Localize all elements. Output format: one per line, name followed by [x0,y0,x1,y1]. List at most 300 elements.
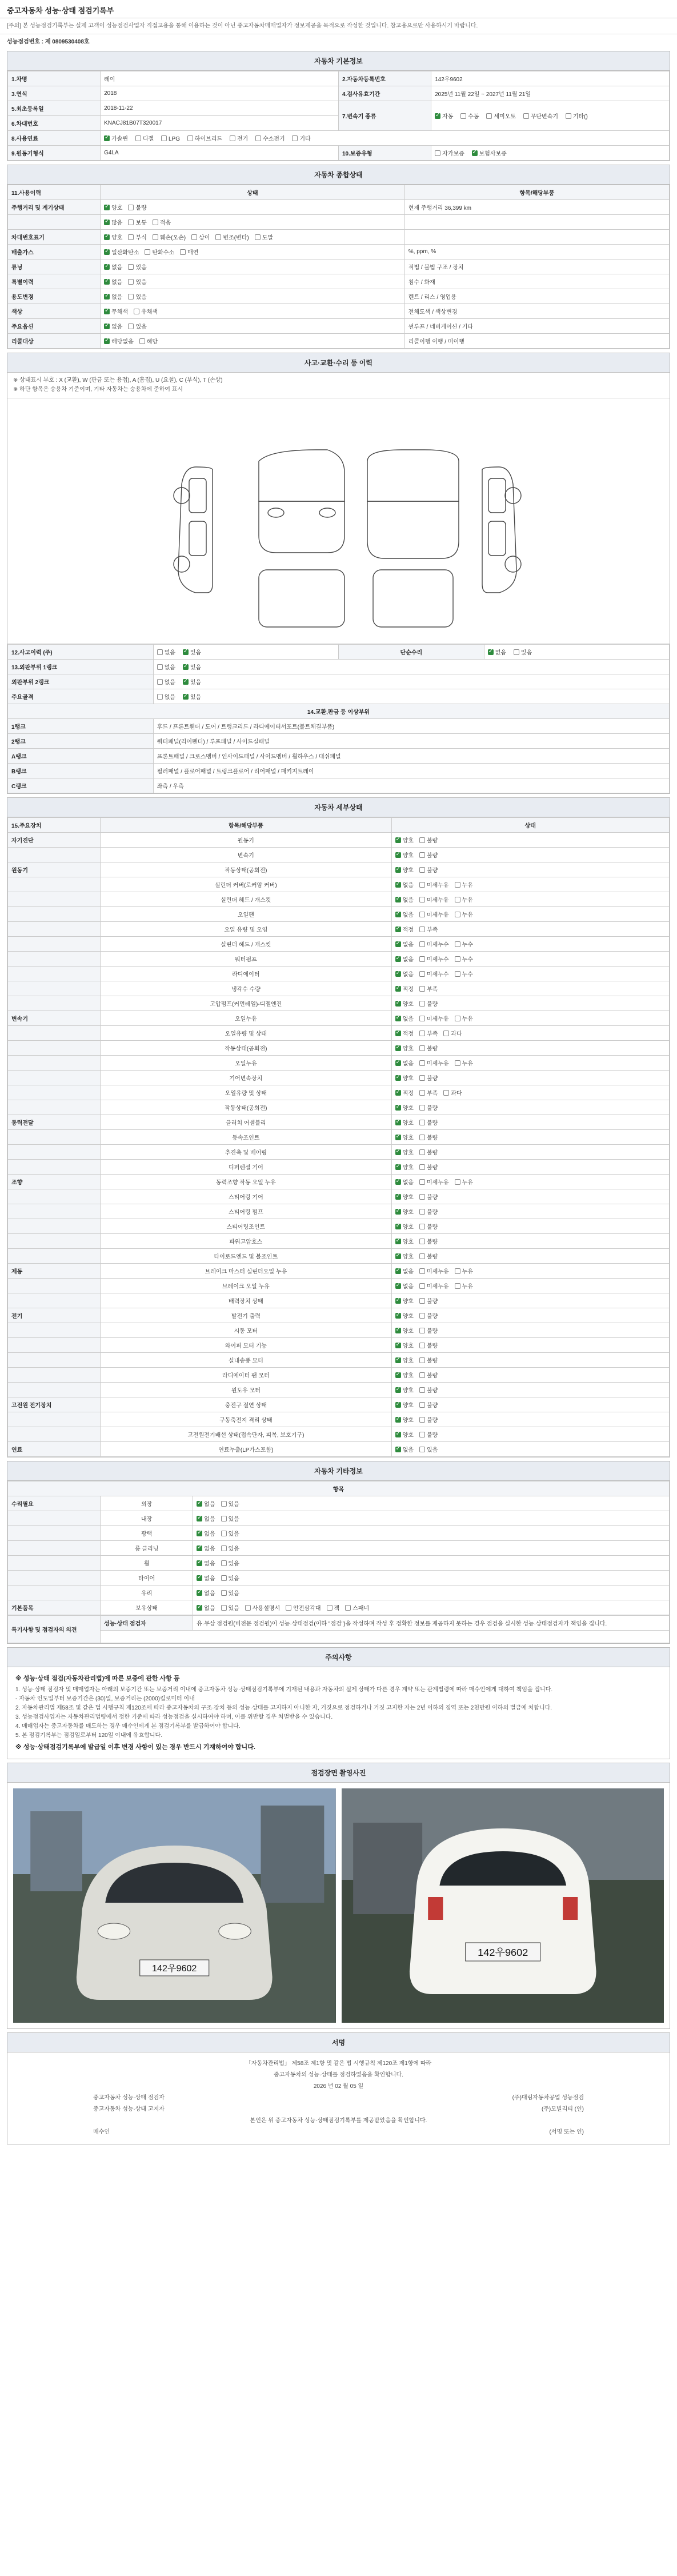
option-label: 불량 [426,1373,438,1379]
checkbox-icon [395,1016,401,1021]
detail-item: 오일누유 [101,1056,392,1071]
other-options [193,1600,670,1615]
checkbox-icon [419,926,425,932]
option-label: 적정 [402,1031,414,1037]
checkbox-icon [419,1357,425,1363]
detail-group [8,1412,101,1427]
option-label: 있음 [228,1576,239,1582]
detail-section [7,797,670,1457]
checkbox-icon [395,1298,401,1304]
detail-row [8,1085,670,1100]
label-fuel: 8.사용연료 [8,131,101,146]
general-row-note: 현재 주행거리 36,399 km [404,200,669,215]
rear-photo [342,1788,664,2023]
option-label: 안전삼각대 [293,1605,321,1612]
option-label: 불량 [426,1195,438,1201]
car-rear-photo-icon [342,1788,664,2023]
main-frame-label: 주요골격 [8,689,154,704]
checkbox-icon [395,1268,401,1274]
checkbox-icon [486,113,492,119]
option-label: 누유 [462,882,473,889]
basic-info-table [7,71,670,161]
checkbox-icon [419,1313,425,1319]
detail-options [391,1085,669,1100]
option-label: 없음 [111,265,123,271]
other-group [8,1541,101,1556]
detail-group [8,1383,101,1397]
option-label: 양호 [402,1105,414,1112]
other-row [8,1556,670,1571]
general-row-options [101,334,405,349]
outer-rank1-opts [153,660,669,674]
detail-options [391,937,669,952]
other-table [7,1481,670,1615]
checkbox-icon [419,1328,425,1333]
detail-item: 냉각수 수량 [101,981,392,996]
option-label: 불량 [426,1328,438,1335]
option-label: 없음 [204,1591,215,1597]
opt: 있음 [190,665,202,671]
detail-group [8,1100,101,1115]
other-item: 유리 [101,1585,193,1600]
detail-item: 동력조향 작동 오일 누유 [101,1175,392,1189]
option-label: 불량 [426,1209,438,1216]
option-label: 없음 [204,1605,215,1612]
car-front-photo-icon [13,1788,336,2023]
detail-item: 구동축전지 격리 상태 [101,1412,392,1427]
value-inspection-period: 2025년 11월 22일 ~ 2027년 11월 21일 [431,86,670,101]
checkbox-icon [183,694,189,700]
checkbox-icon [419,1417,425,1423]
other-item: 광택 [101,1526,193,1541]
detail-row [8,892,670,907]
option-label: 부족 [426,1031,438,1037]
detail-group: 제동 [8,1264,101,1279]
general-row-options [101,245,405,259]
opt: 없음 [164,650,176,656]
detail-group: 연료 [8,1442,101,1457]
checkbox-icon [419,1149,425,1155]
checkbox-icon [514,649,519,655]
checkbox-icon [455,1268,460,1274]
checkbox-icon [455,941,460,947]
warranty-opt: 자가보증 [442,151,464,157]
detail-group [8,1204,101,1219]
checkbox-icon [104,219,110,225]
option-label: 없음 [111,324,123,330]
checkbox-icon [455,1283,460,1289]
checkbox-icon [419,897,425,902]
part-rank: 2랭크 [8,734,154,749]
option-label: 없음 [204,1501,215,1508]
checkbox-icon [153,219,158,225]
checkbox-icon [104,309,110,314]
option-label: 없음 [204,1531,215,1537]
receiver-label: 매수인 [93,2129,110,2135]
checkbox-icon [455,912,460,917]
notes-head: 주의사항 [7,1648,670,1667]
checkbox-icon [139,338,145,344]
inspector-label: 중고자동차 성능·상태 점검자 [93,2095,165,2101]
option-label: 불량 [426,1432,438,1439]
option-label: 과다 [451,1031,462,1037]
notice-text: [주의] 본 성능점검기록부는 실제 고객이 성능점검사업자 직접고용을 통해 이용하는 것이 아닌 중고자동차매매업자가 정보제공을 목적으로 작성한 것입니다. 참고용으로만 사용하시기 바랍니다. [0,18,677,34]
checkbox-icon [395,1447,401,1452]
detail-item: 실린더 헤드 / 개스킷 [101,892,392,907]
trans-opt-semi: 세미오토 [494,114,516,120]
option-label: 양호 [402,1239,414,1245]
other-group [8,1571,101,1585]
option-label: 없음 [402,1269,414,1275]
general-row-label: 배출가스 [8,245,101,259]
detail-item: 스티어링 기어 [101,1189,392,1204]
outer-rank2-opts [153,674,669,689]
detail-group [8,1338,101,1353]
legend-line-2: ※ 하단 항목은 승용차 기준이며, 기타 자동차는 승용차에 준하여 표시 [13,386,183,393]
inspector-name: (주)대림자동차공업 성능점검 [512,2095,584,2101]
front-plate-text: 142우9602 [152,1963,197,1974]
option-label: 없음 [111,279,123,286]
option-label: 양호 [402,1076,414,1082]
sign-line-1: 「자동차관리법」 제58조 제1항 및 같은 법 시행규칙 제120조 제1항에 따라 [245,2060,432,2067]
notifier-label: 중고자동차 성능·상태 고지자 [93,2106,165,2112]
general-row-options [101,289,405,304]
checkbox-icon [135,135,141,141]
detail-options [391,1264,669,1279]
checkbox-icon [419,1031,425,1036]
checkbox-icon [197,1605,202,1611]
detail-group: 자기진단 [8,833,101,848]
checkbox-icon [104,205,110,210]
checkbox-icon [395,1283,401,1289]
detail-item: 오일유량 및 상태 [101,1026,392,1041]
checkbox-icon [221,1501,227,1507]
checkbox-icon [395,852,401,858]
option-label: 있음 [228,1516,239,1523]
general-row [8,215,670,230]
detail-group [8,967,101,981]
detail-item: 연료누출(LP가스포함) [101,1442,392,1457]
receiver-row [13,2127,664,2138]
detail-item: 라디에이터 팬 모터 [101,1368,392,1383]
checkbox-icon [419,1283,425,1289]
option-label: 양호 [402,853,414,859]
label-warranty: 10.보증유형 [338,146,431,161]
checkbox-icon [419,1016,425,1021]
checkbox-icon [104,249,110,255]
option-label: 불량 [426,1388,438,1394]
trans-opt-auto: 자동 [442,114,454,120]
checkbox-icon [419,1298,425,1304]
general-row [8,259,670,274]
option-label: 있음 [426,1447,438,1453]
option-label: 양호 [402,1313,414,1320]
option-label: 양호 [402,1150,414,1156]
detail-item: 윈도우 모터 [101,1383,392,1397]
option-label: 많음 [111,220,123,226]
checkbox-icon [395,1194,401,1200]
checkbox-icon [419,912,425,917]
option-label: 미세누유 [426,1269,449,1275]
option-label: 불량 [426,1343,438,1349]
detail-row [8,1397,670,1412]
car-outline-icon [7,398,670,644]
detail-options [391,981,669,996]
checkbox-icon [395,1164,401,1170]
value-engine-type: G4LA [101,146,339,161]
checkbox-icon [419,1447,425,1452]
option-label: 없음 [402,1447,414,1453]
fuel-opt: 디젤 [142,136,154,142]
checkbox-icon [395,882,401,888]
option-label: 양호 [402,868,414,874]
checkbox-icon [419,852,425,858]
fuel-opt: 하이브리드 [194,136,223,142]
detail-row [8,1308,670,1323]
detail-col-2: 항목/해당부품 [101,818,392,833]
detail-group: 조향 [8,1175,101,1189]
detail-item: 오일 유량 및 오염 [101,922,392,937]
option-label: 없음 [402,942,414,948]
checkbox-icon [255,135,261,141]
part-rank: 1랭크 [8,719,154,734]
checkbox-icon [183,679,189,685]
detail-row [8,1412,670,1427]
option-label: 없음 [204,1546,215,1552]
general-row-note: 적법 / 불법 구조 / 장치 [404,259,669,274]
option-label: 없음 [111,294,123,301]
detail-group [8,1368,101,1383]
option-label: 부식 [135,235,147,241]
detail-group [8,1323,101,1338]
checkbox-icon [419,1209,425,1215]
checkbox-icon [395,1075,401,1081]
basic-info-section [7,51,670,161]
detail-item: 디퍼렌셜 기어 [101,1160,392,1175]
detail-row [8,1115,670,1130]
option-label: 불량 [426,1299,438,1305]
detail-item: 브레이크 오일 누유 [101,1279,392,1293]
option-label: 미세누유 [426,1061,449,1067]
detail-options [391,1041,669,1056]
detail-item: 타이로드엔드 및 볼조인트 [101,1249,392,1264]
option-label: 있음 [228,1546,239,1552]
checkbox-icon [197,1590,202,1596]
checkbox-icon [395,1209,401,1215]
detail-item: 워터펌프 [101,952,392,967]
option-label: 양호 [111,205,123,211]
accident-section [7,353,670,794]
option-label: 부족 [426,987,438,993]
note-line: 4. 매매업자는 중고자동차를 매도하는 경우 매수인에게 본 점검기록부를 발급하여야 합니다. [15,1723,241,1730]
simple-repair-label: 단순수리 [338,645,484,660]
detail-item: 스티어링조인트 [101,1219,392,1234]
checkbox-icon [419,1120,425,1125]
detail-row [8,1427,670,1442]
sign-line-3: 본인은 위 중고자동차 성능·상태점검기록부를 제공받았음을 확인합니다. [250,2118,427,2124]
option-label: 누유 [462,897,473,904]
detail-row [8,1353,670,1368]
checkbox-icon [460,113,466,119]
option-label: 양호 [402,1358,414,1364]
general-row-label: 튜닝 [8,259,101,274]
option-label: 없음 [402,1284,414,1290]
notes-heading-1: ※ 성능·상태 점검(자동차관리법)에 따른 보증에 관한 사항 등 [15,1675,180,1682]
general-row [8,319,670,334]
general-row-note: 리콜이행 이행 / 미이행 [404,334,669,349]
detail-item: 고전원전기배선 상태(접속단자, 피복, 보호기구) [101,1427,392,1442]
part-items: 쿼터패널(리어펜더) / 루프패널 / 사이드실패널 [153,734,669,749]
value-plate: 142우9602 [431,71,670,86]
checkbox-icon [395,1417,401,1423]
detail-item: 배력장치 상태 [101,1293,392,1308]
detail-item: 와이퍼 모터 기능 [101,1338,392,1353]
label-transmission: 7.변속기 종류 [338,101,431,131]
option-label: 불량 [426,1105,438,1112]
option-label: 양호 [402,1343,414,1349]
part-rank: B랭크 [8,764,154,778]
option-label: 불량 [426,1417,438,1424]
detail-group: 동력전달 [8,1115,101,1130]
option-label: 스패너 [352,1605,370,1612]
checkbox-icon [419,1268,425,1274]
general-status-section [7,165,670,349]
detail-options [391,952,669,967]
detail-row [8,1442,670,1457]
checkbox-icon [345,1605,351,1611]
label-first-reg: 5.최초등록일 [8,101,101,116]
checkbox-icon [395,926,401,932]
checkbox-icon [455,1060,460,1066]
general-row [8,334,670,349]
checkbox-icon [395,1313,401,1319]
car-diagram [7,398,670,644]
general-row-note [404,215,669,230]
detail-row [8,907,670,922]
detail-group: 전기 [8,1308,101,1323]
checkbox-icon [395,867,401,873]
detail-options [391,907,669,922]
checkbox-icon [395,912,401,917]
option-label: 미세누유 [426,1284,449,1290]
detail-group [8,848,101,862]
detail-item: 고압펌프(커먼레일)-디젤엔진 [101,996,392,1011]
opt: 없음 [495,650,507,656]
option-label: 있음 [228,1501,239,1508]
option-label: 양호 [402,1001,414,1008]
detail-options [391,967,669,981]
detail-row [8,1041,670,1056]
other-row [8,1571,670,1585]
transmission-options [431,101,670,131]
checkbox-icon [395,1328,401,1333]
detail-row [8,922,670,937]
checkbox-icon [395,956,401,962]
checkbox-icon [455,1179,460,1185]
accident-head: 사고·교환·수리 등 이력 [7,353,670,373]
parts-sub-head: 14.교환,판금 등 이상부위 [8,704,670,719]
checkbox-icon [245,1605,251,1611]
opinion-text: 유·무상 점검원(비전문 점검원)이 성능·상태점검(이하 "점검")을 작성하며 작성 후 정확한 정보를 제공하지 못하는 경우 점검을 실시한 성능·상태점검자가 책임을 집니다. [193,1616,670,1631]
checkbox-icon [230,135,235,141]
checkbox-icon [419,956,425,962]
opt: 있음 [520,650,532,656]
option-label: 불량 [426,1001,438,1008]
detail-row [8,1100,670,1115]
detail-options [391,1338,669,1353]
detail-group [8,1427,101,1442]
trans-opt-cvt: 무단변속기 [530,114,559,120]
checkbox-icon [197,1531,202,1536]
detail-group [8,996,101,1011]
checkbox-icon [395,1343,401,1348]
detail-col-3: 상태 [391,818,669,833]
detail-item: 변속기 [101,848,392,862]
general-row-label: 특별이력 [8,274,101,289]
checkbox-icon [395,1001,401,1007]
checkbox-icon [419,1387,425,1393]
accident-legend [7,373,670,398]
checkbox-icon [104,324,110,329]
trans-opt-etc: 기타() [572,114,588,120]
option-label: 무채색 [111,309,129,315]
detail-options [391,1353,669,1368]
checkbox-icon [566,113,571,119]
fuel-opt: 전기 [237,136,249,142]
checkbox-icon [221,1605,227,1611]
option-label: 양호 [402,1209,414,1216]
checkbox-icon [419,1343,425,1348]
option-label: 양호 [402,1135,414,1141]
option-label: 훼손(오손) [159,235,186,241]
part-items: 후드 / 프론트휀더 / 도어 / 트렁크리드 / 라디에이터서포트(볼트체결부품) [153,719,669,734]
checkbox-icon [183,664,189,670]
outer-rank2-label: 외판부위 2랭크 [8,674,154,689]
checkbox-icon [395,1105,401,1111]
checkbox-icon [419,1090,425,1096]
other-group [8,1511,101,1526]
other-group [8,1556,101,1571]
accident-history-label: 12.사고이력 (주) [8,645,154,660]
photos-head: 점검장면 촬영사진 [7,1763,670,1783]
checkbox-icon [395,1239,401,1244]
detail-options [391,1130,669,1145]
trans-opt-manual: 수동 [468,114,479,120]
outer-rank1-label: 13.외판부위 1랭크 [8,660,154,674]
detail-options [391,1219,669,1234]
detail-group [8,1160,101,1175]
option-label: 없음 [402,957,414,963]
checkbox-icon [161,135,167,141]
checkbox-icon [395,837,401,843]
other-section [7,1461,670,1644]
option-label: 사용설명서 [252,1605,281,1612]
checkbox-icon [197,1501,202,1507]
option-label: 불량 [426,1358,438,1364]
sign-line-2: 중고자동차의 성능·상태를 점검하였음을 확인합니다. [274,2072,403,2078]
detail-options [391,1249,669,1264]
detail-row [8,1160,670,1175]
detail-item: 작동상태(공회전) [101,1041,392,1056]
option-label: 양호 [111,235,123,241]
general-row-note: 전체도색 / 색상변경 [404,304,669,319]
option-label: 불량 [426,1313,438,1320]
checkbox-icon [221,1531,227,1536]
warranty-opt: 보험사보증 [479,151,507,157]
option-label: 있음 [135,265,147,271]
general-row-options [101,259,405,274]
checkbox-icon [455,971,460,977]
